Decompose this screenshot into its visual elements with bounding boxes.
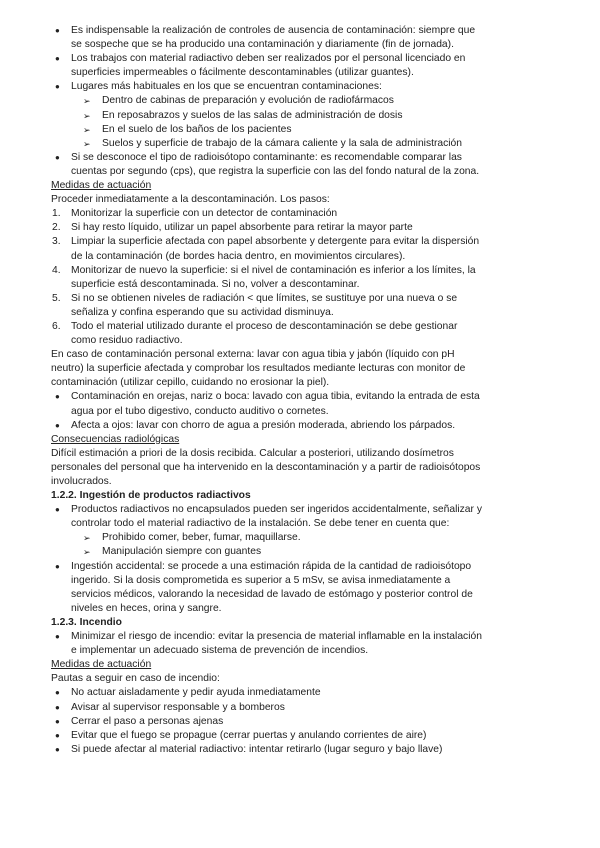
line-text: Avisar al supervisor responsable y a bomberos (71, 701, 285, 713)
line-text: Productos radiactivos no encapsulados pueden ser ingeridos accidentalmente, señalizar y (71, 504, 482, 516)
continuation-line (51, 602, 551, 616)
line-text: Lugares más habituales en los que se encuentran contaminaciones: (71, 81, 382, 93)
line-text: Afecta a ojos: lavar con chorro de agua a presión moderada, abriendo los párpados. (71, 419, 456, 431)
bullet-icon: ● (55, 392, 60, 402)
line-text: Todo el material utilizado durante el proceso de descontaminación se debe gestionar (71, 320, 458, 332)
line-text: No actuar aisladamente y pedir ayuda inmediatamente (71, 687, 321, 699)
bullet-icon: ● (55, 505, 60, 515)
line-text: se sospeche que se ha producido una contaminación y diariamente (fin de jornada). (71, 39, 454, 51)
line-text: niveles en heces, orina y sangre. (71, 602, 222, 614)
line-text: Si no se obtienen niveles de radiación < que límites, se sustituye por una nueva o se (71, 292, 458, 304)
subsection-title (51, 489, 551, 503)
item-number: 1. (52, 208, 61, 220)
sub-bullet-item (51, 137, 551, 151)
continuation-line (51, 250, 551, 264)
line-text: Minimizar el riesgo de incendio: evitar la presencia de material inflamable en la instalación (71, 631, 482, 643)
line-text: personales del personal que ha intervenido en la descontaminación y a partir de radioisótopos (51, 461, 481, 473)
line-text: En el suelo de los baños de los pacientes (102, 123, 292, 135)
item-number: 3. (52, 236, 61, 248)
paragraph-line (51, 461, 551, 475)
line-text: e implementar un adecuado sistema de prevención de incendios. (71, 645, 369, 657)
line-text: agua por el tubo digestivo, conducto auditivo o cornetes. (71, 405, 329, 417)
subsection-title (51, 616, 551, 630)
line-text: 1.2.3. Incendio (51, 616, 122, 628)
bullet-item (51, 701, 551, 715)
line-text: Es indispensable la realización de controles de ausencia de contaminación: siempre que (71, 25, 476, 36)
sub-bullet-item (51, 94, 551, 108)
line-text: Ingestión accidental: se procede a una estimación rápida de la cantidad de radioisótopo (71, 560, 472, 572)
bullet-item (51, 503, 551, 517)
line-text: Monitorizar la superficie con un detector de contaminación (71, 208, 338, 220)
continuation-line (51, 517, 551, 531)
document-page (51, 24, 551, 757)
bullet-icon: ● (55, 54, 60, 64)
line-text: Manipulación siempre con guantes (102, 546, 262, 558)
section-heading (51, 658, 551, 672)
line-text: Medidas de actuación (51, 659, 152, 671)
line-text: Pautas a seguir en caso de incendio: (51, 673, 220, 685)
line-text: neutro) la superficie afectada y comprobar los resultados mediante lecturas con monitor de (51, 363, 466, 375)
line-text: controlar todo el material radiactivo de la instalación. Se debe tener en cuenta que: (71, 518, 450, 530)
line-text: Si se desconoce el tipo de radioisótopo contaminante: es recomendable comparar las (71, 151, 462, 163)
bullet-item (51, 24, 551, 38)
line-text: Monitorizar de nuevo la superficie: si el nivel de contaminación es inferior a los límites, la (71, 264, 476, 276)
numbered-item (51, 264, 551, 278)
bullet-item (51, 686, 551, 700)
line-text: superficies impermeables o fácilmente descontaminables (utilizar guantes). (71, 67, 414, 79)
bullet-icon: ● (55, 420, 60, 430)
line-text: Difícil estimación a priori de la dosis recibida. Calcular a posteriori, utilizando dosímetros (51, 447, 454, 459)
line-text: Medidas de actuación (51, 180, 152, 192)
continuation-line (51, 165, 551, 179)
continuation-line (51, 278, 551, 292)
bullet-icon: ● (55, 82, 60, 92)
continuation-line (51, 644, 551, 658)
continuation-line (51, 66, 551, 80)
arrow-bullet-icon: ➢ (83, 96, 91, 107)
numbered-item (51, 235, 551, 249)
section-heading (51, 433, 551, 447)
sub-bullet-item (51, 531, 551, 545)
bullet-icon: ● (55, 716, 60, 726)
line-text: Si hay resto líquido, utilizar un papel absorbente para retirar la mayor parte (71, 222, 413, 234)
line-text: superficie está descontaminada. Si no, volver a descontaminar. (71, 278, 360, 290)
paragraph-line (51, 447, 551, 461)
bullet-icon: ● (55, 26, 60, 35)
arrow-bullet-icon: ➢ (83, 533, 91, 544)
line-text: Prohibido comer, beber, fumar, maquillarse. (102, 532, 301, 544)
numbered-item (51, 221, 551, 235)
paragraph-line (51, 376, 551, 390)
item-number: 4. (52, 264, 61, 276)
line-text: Limpiar la superficie afectada con papel absorbente y detergente para evitar la dispersión (71, 236, 480, 248)
line-text: Contaminación en orejas, nariz o boca: lavado con agua tibia, evitando la entrada de esta (71, 391, 480, 403)
line-text: involucrados. (51, 476, 112, 487)
line-text: Cerrar el paso a personas ajenas (71, 715, 224, 727)
arrow-bullet-icon: ➢ (83, 138, 91, 149)
item-number: 2. (52, 222, 61, 234)
bullet-item (51, 630, 551, 644)
line-text: En caso de contaminación personal externa: lavar con agua tibia y jabón (líquido con pH (51, 349, 455, 361)
item-number: 6. (52, 320, 61, 332)
paragraph-line (51, 348, 551, 362)
bullet-item (51, 52, 551, 66)
line-text: Dentro de cabinas de preparación y evolución de radiofármacos (102, 95, 394, 107)
continuation-line (51, 38, 551, 52)
numbered-item (51, 320, 551, 334)
bullet-icon: ● (55, 688, 60, 698)
paragraph-line (51, 475, 551, 489)
paragraph-line (51, 672, 551, 686)
sub-bullet-item (51, 109, 551, 123)
bullet-item (51, 729, 551, 743)
line-text: En reposabrazos y suelos de las salas de administración de dosis (102, 109, 403, 121)
line-text: ingerido. Si la dosis comprometida es superior a 5 mSv, se avisa inmediatamente a (71, 574, 451, 586)
continuation-line (51, 334, 551, 348)
bullet-icon: ● (55, 152, 60, 162)
sub-bullet-item (51, 545, 551, 559)
section-heading (51, 179, 551, 193)
line-text: Si puede afectar al material radiactivo: intentar retirarlo (lugar seguro y bajo llave) (71, 743, 443, 755)
sub-bullet-item (51, 123, 551, 137)
bullet-item (51, 390, 551, 404)
line-text: señaliza y confina esperando que su actividad disminuya. (71, 306, 334, 318)
bullet-icon: ● (55, 744, 60, 754)
bullet-icon: ● (55, 632, 60, 642)
bullet-icon: ● (55, 561, 60, 571)
numbered-item (51, 292, 551, 306)
line-text: contaminación (utilizar cepillo, cuidando no erosionar la piel). (51, 377, 330, 389)
line-text: de la contaminación (de bordes hacia dentro, en movimientos circulares). (71, 250, 406, 262)
line-text: servicios médicos, valorando la necesidad de lavado de estómago y posterior control de (71, 588, 473, 600)
paragraph-line (51, 193, 551, 207)
bullet-icon: ● (55, 730, 60, 740)
line-text: Proceder inmediatamente a la descontaminación. Los pasos: (51, 194, 330, 206)
continuation-line (51, 405, 551, 419)
line-text: Evitar que el fuego se propague (cerrar puertas y anulando corrientes de aire) (71, 729, 427, 741)
bullet-item (51, 743, 551, 757)
line-text: como residuo radiactivo. (71, 335, 183, 347)
numbered-item (51, 207, 551, 221)
continuation-line (51, 588, 551, 602)
bullet-item (51, 80, 551, 94)
arrow-bullet-icon: ➢ (83, 124, 91, 135)
line-text: 1.2.2. Ingestión de productos radiactivos (51, 490, 251, 502)
bullet-icon: ● (55, 702, 60, 712)
arrow-bullet-icon: ➢ (83, 110, 91, 121)
bullet-item (51, 560, 551, 574)
item-number: 5. (52, 292, 61, 304)
continuation-line (51, 306, 551, 320)
bullet-item (51, 151, 551, 165)
line-text: Suelos y superficie de trabajo de la cámara caliente y la sala de administración (102, 137, 463, 149)
paragraph-line (51, 362, 551, 376)
arrow-bullet-icon: ➢ (83, 547, 91, 558)
continuation-line (51, 574, 551, 588)
bullet-item (51, 715, 551, 729)
bullet-item (51, 419, 551, 433)
line-text: Los trabajos con material radiactivo deben ser realizados por el personal licenciado en (71, 53, 466, 65)
line-text: cuentas por segundo (cps), que registra la superficie con las del fondo natural de la zona. (71, 165, 480, 177)
line-text: Consecuencias radiológicas (51, 433, 180, 445)
